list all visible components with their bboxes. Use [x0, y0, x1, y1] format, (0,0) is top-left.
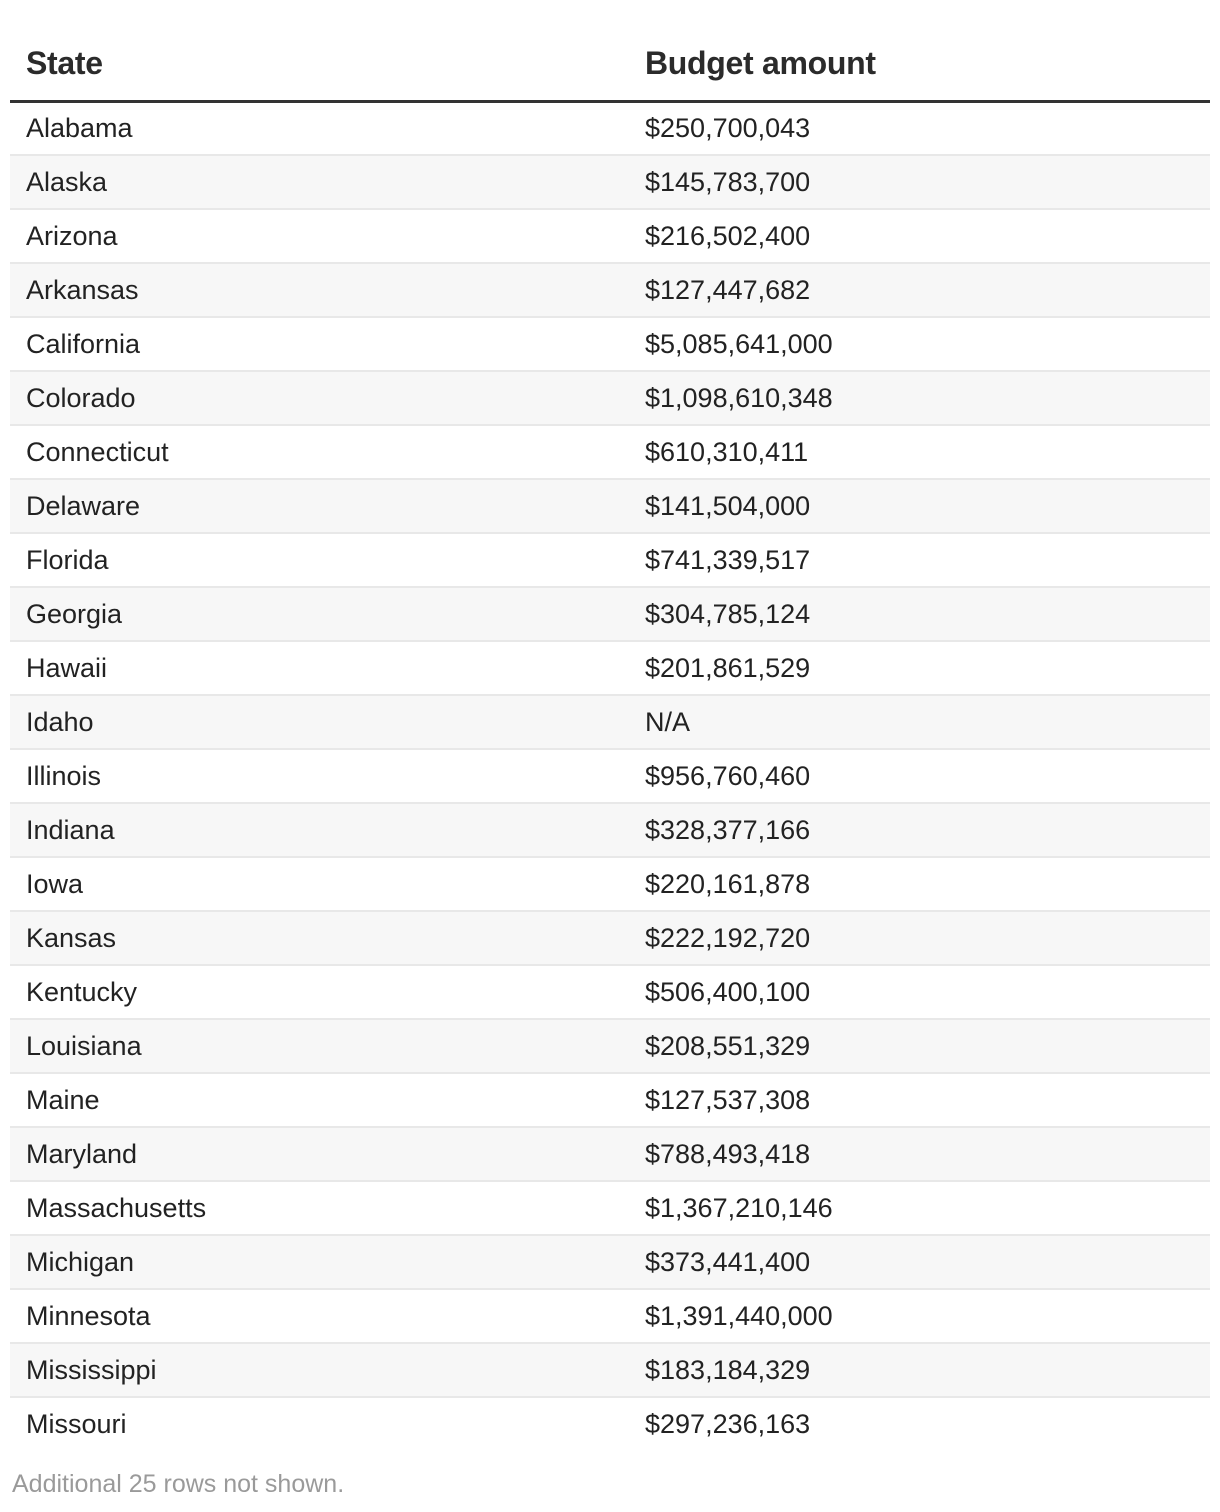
state-cell: Connecticut — [10, 425, 629, 479]
state-cell: Arkansas — [10, 263, 629, 317]
state-cell: Colorado — [10, 371, 629, 425]
rows-not-shown-note: Additional 25 rows not shown. — [12, 1470, 345, 1498]
state-cell: Minnesota — [10, 1289, 629, 1343]
table-row — [10, 1019, 1210, 1073]
table-row — [10, 1397, 1210, 1451]
budget-cell: $304,785,124 — [629, 587, 1210, 641]
state-cell: Louisiana — [10, 1019, 629, 1073]
budget-cell: $741,339,517 — [629, 533, 1210, 587]
table-row — [10, 317, 1210, 371]
budget-cell: $373,441,400 — [629, 1235, 1210, 1289]
table-header — [10, 28, 1210, 101]
table-body — [10, 101, 1210, 1451]
table-row — [10, 1073, 1210, 1127]
budget-cell: $250,700,043 — [629, 101, 1210, 155]
budget-table-container — [10, 28, 1210, 1451]
state-cell: Kansas — [10, 911, 629, 965]
budget-cell: $956,760,460 — [629, 749, 1210, 803]
state-cell: Alabama — [10, 101, 629, 155]
table-row — [10, 1127, 1210, 1181]
state-cell: Missouri — [26, 1409, 127, 1439]
table-row — [10, 749, 1210, 803]
budget-cell: $5,085,641,000 — [629, 317, 1210, 371]
state-cell: Illinois — [10, 749, 629, 803]
table-row — [10, 857, 1210, 911]
budget-cell: $183,184,329 — [629, 1343, 1210, 1397]
table-row — [10, 425, 1210, 479]
table-row — [10, 371, 1210, 425]
budget-cell: $145,783,700 — [629, 155, 1210, 209]
budget-cell: $610,310,411 — [629, 425, 1210, 479]
table-row — [10, 641, 1210, 695]
state-cell: Maine — [10, 1073, 629, 1127]
state-cell: Delaware — [10, 479, 629, 533]
state-cell: Idaho — [10, 695, 629, 749]
table-row — [10, 1289, 1210, 1343]
budget-cell: $127,447,682 — [629, 263, 1210, 317]
table-row — [10, 479, 1210, 533]
budget-cell: $201,861,529 — [629, 641, 1210, 695]
budget-cell: $1,367,210,146 — [629, 1181, 1210, 1235]
state-cell: Georgia — [10, 587, 629, 641]
budget-cell: $1,098,610,348 — [629, 371, 1210, 425]
table-row — [10, 965, 1210, 1019]
state-cell: Iowa — [10, 857, 629, 911]
table-row — [10, 911, 1210, 965]
table-row — [10, 533, 1210, 587]
budget-cell: $328,377,166 — [629, 803, 1210, 857]
state-cell: Maryland — [10, 1127, 629, 1181]
header-row — [10, 28, 1210, 101]
table-row — [10, 803, 1210, 857]
budget-cell: N/A — [629, 695, 1210, 749]
state-cell: Mississippi — [10, 1343, 629, 1397]
state-column-header[interactable]: State — [10, 28, 629, 101]
budget-column-header[interactable]: Budget amount — [629, 28, 1210, 101]
state-cell: Massachusetts — [10, 1181, 629, 1235]
budget-cell: $506,400,100 — [629, 965, 1210, 1019]
state-cell: Kentucky — [10, 965, 629, 1019]
state-cell: California — [10, 317, 629, 371]
table-row — [10, 1343, 1210, 1397]
budget-cell: $788,493,418 — [629, 1127, 1210, 1181]
budget-cell: $127,537,308 — [629, 1073, 1210, 1127]
budget-cell: $208,551,329 — [629, 1019, 1210, 1073]
budget-cell: $297,236,163 — [645, 1409, 811, 1439]
state-cell: Alaska — [10, 155, 629, 209]
budget-cell: $216,502,400 — [629, 209, 1210, 263]
budget-cell: $1,391,440,000 — [629, 1289, 1210, 1343]
state-cell: Arizona — [10, 209, 629, 263]
table-row — [10, 209, 1210, 263]
table-row — [10, 101, 1210, 155]
state-cell: Hawaii — [10, 641, 629, 695]
budget-cell: $222,192,720 — [629, 911, 1210, 965]
table-row — [10, 1235, 1210, 1289]
budget-cell: $220,161,878 — [629, 857, 1210, 911]
table-row — [10, 695, 1210, 749]
budget-cell: $141,504,000 — [629, 479, 1210, 533]
table-row — [10, 587, 1210, 641]
table-row — [10, 155, 1210, 209]
state-cell: Michigan — [10, 1235, 629, 1289]
state-cell: Florida — [10, 533, 629, 587]
state-cell: Indiana — [10, 803, 629, 857]
table-row — [10, 1181, 1210, 1235]
budget-table — [10, 28, 1210, 1451]
table-row — [10, 263, 1210, 317]
